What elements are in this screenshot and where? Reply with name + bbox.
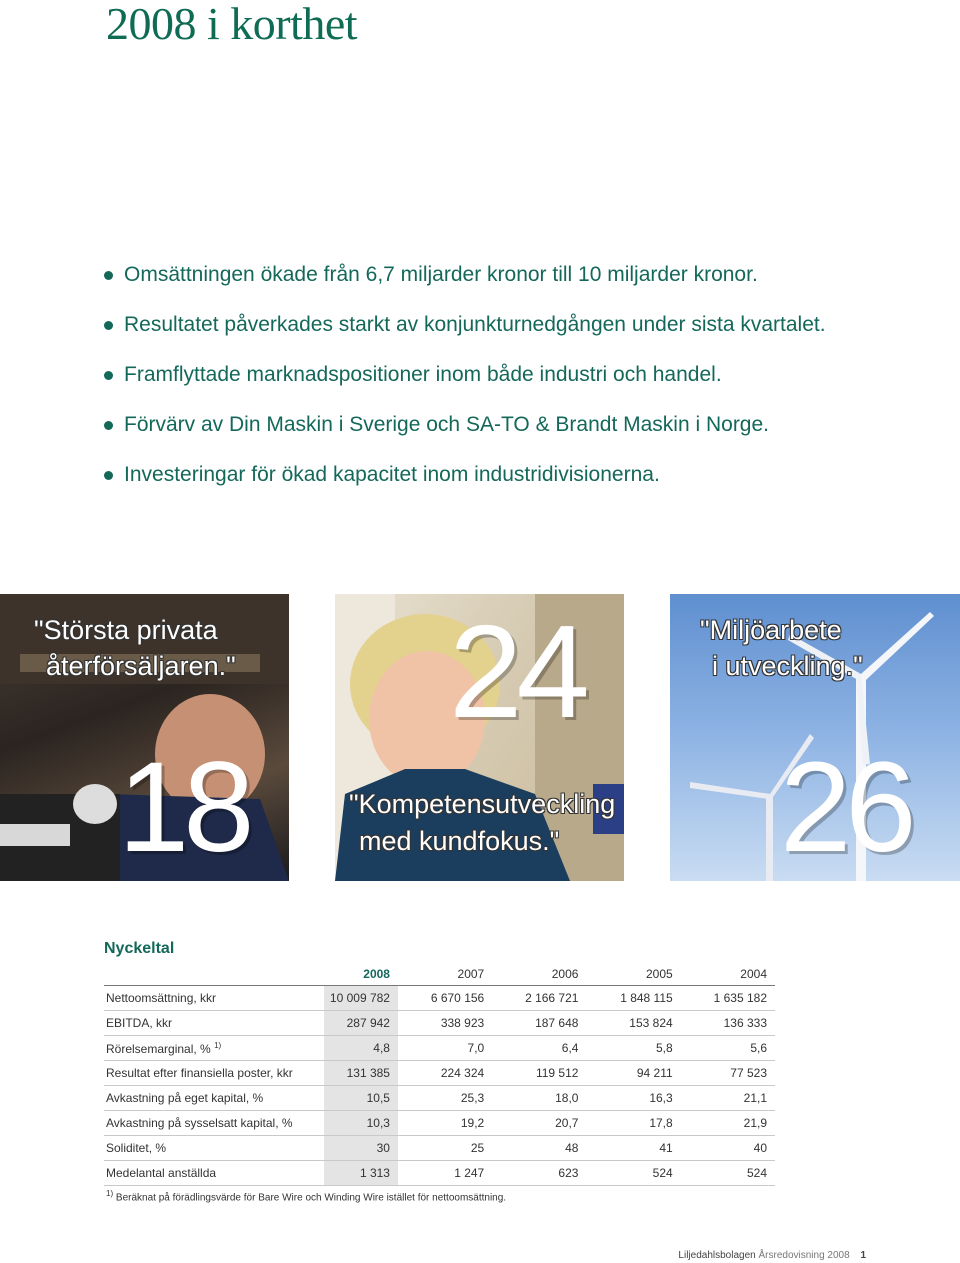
table-header-year: 2007	[398, 963, 492, 986]
table-row	[104, 1036, 775, 1061]
bullet-icon	[104, 471, 113, 480]
table-cell: 187 648	[492, 1011, 586, 1036]
table-cell: 5,6	[681, 1036, 775, 1061]
table-cell: 94 211	[586, 1061, 680, 1086]
quote-line: "Miljöarbete	[700, 615, 842, 645]
section-title: Nyckeltal	[104, 940, 175, 957]
quote-line: i utveckling."	[712, 651, 863, 681]
table-cell: 40	[681, 1136, 775, 1161]
list-item: Förvärv av Din Maskin i Sverige och SA-TO & Brandt Maskin i Norge.	[104, 408, 826, 458]
quote-line: "Största privata	[34, 615, 218, 645]
page-title: 2008 i korthet	[106, 0, 358, 49]
table-footnote: $^{1)}$ Beräknat på förädlingsvärde för Bare Wire och Winding Wire istället för nettoomsättning.	[106, 1189, 507, 1204]
row-label: Nettoomsättning, kkr	[104, 986, 324, 1011]
table-cell: 623	[492, 1161, 586, 1186]
table-cell: 131 385	[324, 1061, 398, 1086]
table-header-row	[104, 963, 775, 986]
table-row	[104, 1086, 775, 1111]
table-cell: 524	[681, 1161, 775, 1186]
table-row	[104, 1111, 775, 1136]
table-header-year: 2008	[324, 963, 398, 986]
page-footer	[678, 1250, 866, 1261]
row-label: Resultat efter finansiella poster, kkr	[104, 1061, 324, 1086]
table-cell: 10,3	[324, 1111, 398, 1136]
table-header-label	[104, 963, 324, 986]
page-reference-number: 26	[780, 736, 911, 879]
table-row	[104, 1161, 775, 1186]
table-cell: 136 333	[681, 1011, 775, 1036]
table-row	[104, 1136, 775, 1161]
table-cell: 5,8	[586, 1036, 680, 1061]
table-cell: 21,1	[681, 1086, 775, 1111]
table-cell: 119 512	[492, 1061, 586, 1086]
table-cell: 4,8	[324, 1036, 398, 1061]
table-cell: 20,7	[492, 1111, 586, 1136]
table-cell: 21,9	[681, 1111, 775, 1136]
row-label: EBITDA, kkr	[104, 1011, 324, 1036]
table-cell: 17,8	[586, 1111, 680, 1136]
table-row	[104, 986, 775, 1011]
row-label: Avkastning på eget kapital, %	[104, 1086, 324, 1111]
bullet-icon	[104, 271, 113, 280]
table-cell: 16,3	[586, 1086, 680, 1111]
table-cell: 153 824	[586, 1011, 680, 1036]
table-body	[104, 986, 775, 1186]
row-label: Rörelsemarginal, % $^{1)}$	[104, 1036, 324, 1061]
bullet-icon	[104, 421, 113, 430]
footer-company: Liljedahlsbolagen	[678, 1250, 756, 1261]
list-item: Resultatet påverkades starkt av konjunkturnedgången under sista kvartalet.	[104, 308, 826, 358]
bullet-icon	[104, 371, 113, 380]
row-label: Soliditet, %	[104, 1136, 324, 1161]
table-row	[104, 1061, 775, 1086]
page-number: 1	[860, 1250, 866, 1261]
table-header-year: 2004	[681, 963, 775, 986]
table-cell: 10 009 782	[324, 986, 398, 1011]
table-cell: 25	[398, 1136, 492, 1161]
table-cell: 10,5	[324, 1086, 398, 1111]
table-cell: 287 942	[324, 1011, 398, 1036]
quote-line: "Kompetensutveckling	[349, 789, 616, 819]
footer-report: Årsredovisning 2008	[758, 1250, 850, 1261]
list-item: Investeringar för ökad kapacitet inom industridivisionerna.	[104, 458, 826, 508]
table-row	[104, 1011, 775, 1036]
row-label: Medelantal anställda	[104, 1161, 324, 1186]
table-cell: 1 848 115	[586, 986, 680, 1011]
table-cell: 338 923	[398, 1011, 492, 1036]
table-cell: 1 313	[324, 1161, 398, 1186]
table-cell: 77 523	[681, 1061, 775, 1086]
list-item: Framflyttade marknadspositioner inom både industri och handel.	[104, 358, 826, 408]
page-reference-number: 18	[118, 736, 249, 879]
table-cell: 6,4	[492, 1036, 586, 1061]
table-cell: 48	[492, 1136, 586, 1161]
quote-line: återförsäljaren."	[46, 651, 236, 681]
row-label: Avkastning på sysselsatt kapital, %	[104, 1111, 324, 1136]
table-cell: 41	[586, 1136, 680, 1161]
table-cell: 1 635 182	[681, 986, 775, 1011]
highlights-list	[104, 258, 826, 508]
photo-woman	[335, 594, 624, 881]
list-item: Omsättningen ökade från 6,7 miljarder kronor till 10 miljarder kronor.	[104, 258, 826, 308]
table-cell: 1 247	[398, 1161, 492, 1186]
key-figures-table	[104, 963, 775, 1186]
table-cell: 18,0	[492, 1086, 586, 1111]
table-cell: 6 670 156	[398, 986, 492, 1011]
table-cell: 224 324	[398, 1061, 492, 1086]
table-cell: 19,2	[398, 1111, 492, 1136]
table-cell: 7,0	[398, 1036, 492, 1061]
table-cell: 30	[324, 1136, 398, 1161]
photo-mechanic	[0, 594, 289, 881]
bullet-icon	[104, 321, 113, 330]
table-header-year: 2005	[586, 963, 680, 986]
table-cell: 25,3	[398, 1086, 492, 1111]
page-reference-number: 24	[449, 598, 584, 745]
table-header-year: 2006	[492, 963, 586, 986]
table-cell: 2 166 721	[492, 986, 586, 1011]
table-cell: 524	[586, 1161, 680, 1186]
quote-line: med kundfokus."	[359, 826, 560, 856]
photo-wind-turbines	[670, 594, 960, 881]
